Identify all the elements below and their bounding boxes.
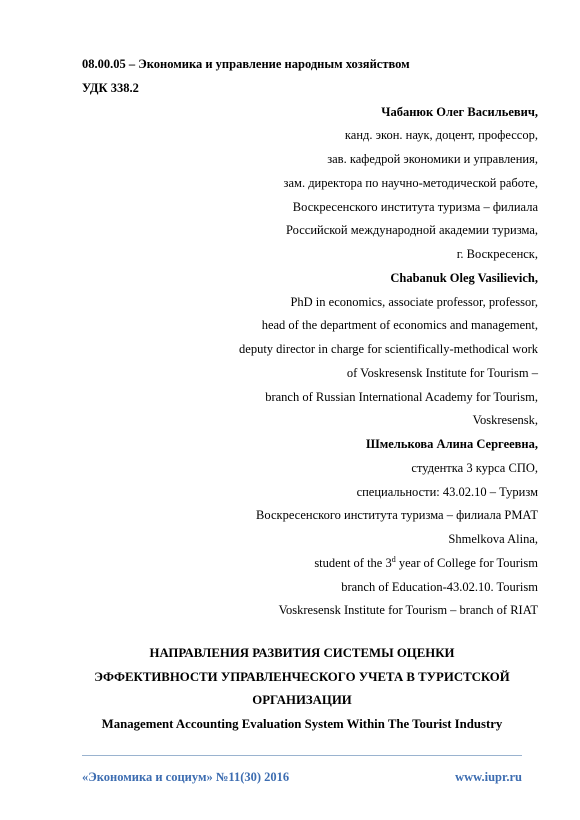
author1-ru-line: Российской международной академии туризма, [286,223,538,237]
author1-ru-line: канд. экон. наук, доцент, профессор, [344,128,538,142]
author2-en-student-line [314,555,538,571]
author1-ru-line: Воскресенского института туризма – филиала [292,200,538,214]
footer-divider [82,755,522,756]
author1-en-line: Voskresensk, [472,413,538,427]
author1-en-name: Chabanuk Oleg Vasilievich, [390,271,538,285]
article-title-en: Management Accounting Evaluation System Within The Tourist Industry [101,717,503,731]
author2-en-name: Shmelkova Alina, [448,532,538,546]
author1-en-line: branch of Russian International Academy for Tourism, [265,390,538,404]
footer-site-link[interactable]: www.iupr.ru [455,770,522,784]
author1-ru-line: зав. кафедрой экономики и управления, [327,152,538,166]
author2-ru-line: студентка 3 курса СПО, [411,461,538,475]
author1-ru-name: Чабанюк Олег Васильевич, [381,105,538,119]
student-prefix: student of the 3 [314,556,392,570]
author1-ru-line: г. Воскресенск, [456,247,538,261]
author2-ru-line: специальности: 43.02.10 – Туризм [356,485,538,499]
author2-en-line: branch of Education-43.02.10. Tourism [341,580,538,594]
author2-en-line: Voskresensk Institute for Tourism – branch of RIAT [278,603,538,617]
article-title-ru-line: НАПРАВЛЕНИЯ РАЗВИТИЯ СИСТЕМЫ ОЦЕНКИ [149,646,455,660]
footer-journal: «Экономика и социум» №11(30) 2016 [82,770,290,784]
udk-code: УДК 338.2 [82,81,139,95]
author1-en-line: deputy director in charge for scientifically-methodical work [239,342,538,356]
author1-ru-line: зам. директора по научно-методической работе, [283,176,538,190]
author2-ru-name: Шмелькова Алина Сергеевна, [366,437,538,451]
specialty-code: 08.00.05 – Экономика и управление народным хозяйством [82,57,410,71]
article-title-ru-line: ОРГАНИЗАЦИИ [252,693,352,707]
student-suffix: year of College for Tourism [395,556,538,570]
author1-en-line: head of the department of economics and management, [261,318,538,332]
author2-ru-line: Воскресенского института туризма – филиала РМАТ [256,508,538,522]
author1-en-line: PhD in economics, associate professor, professor, [290,295,538,309]
ordinal-suffix: d [391,554,396,564]
article-title-ru-line: ЭФФЕКТИВНОСТИ УПРАВЛЕНЧЕСКОГО УЧЕТА В ТУРИСТСКОЙ [94,670,510,684]
author1-en-line: of Voskresensk Institute for Tourism – [346,366,538,380]
